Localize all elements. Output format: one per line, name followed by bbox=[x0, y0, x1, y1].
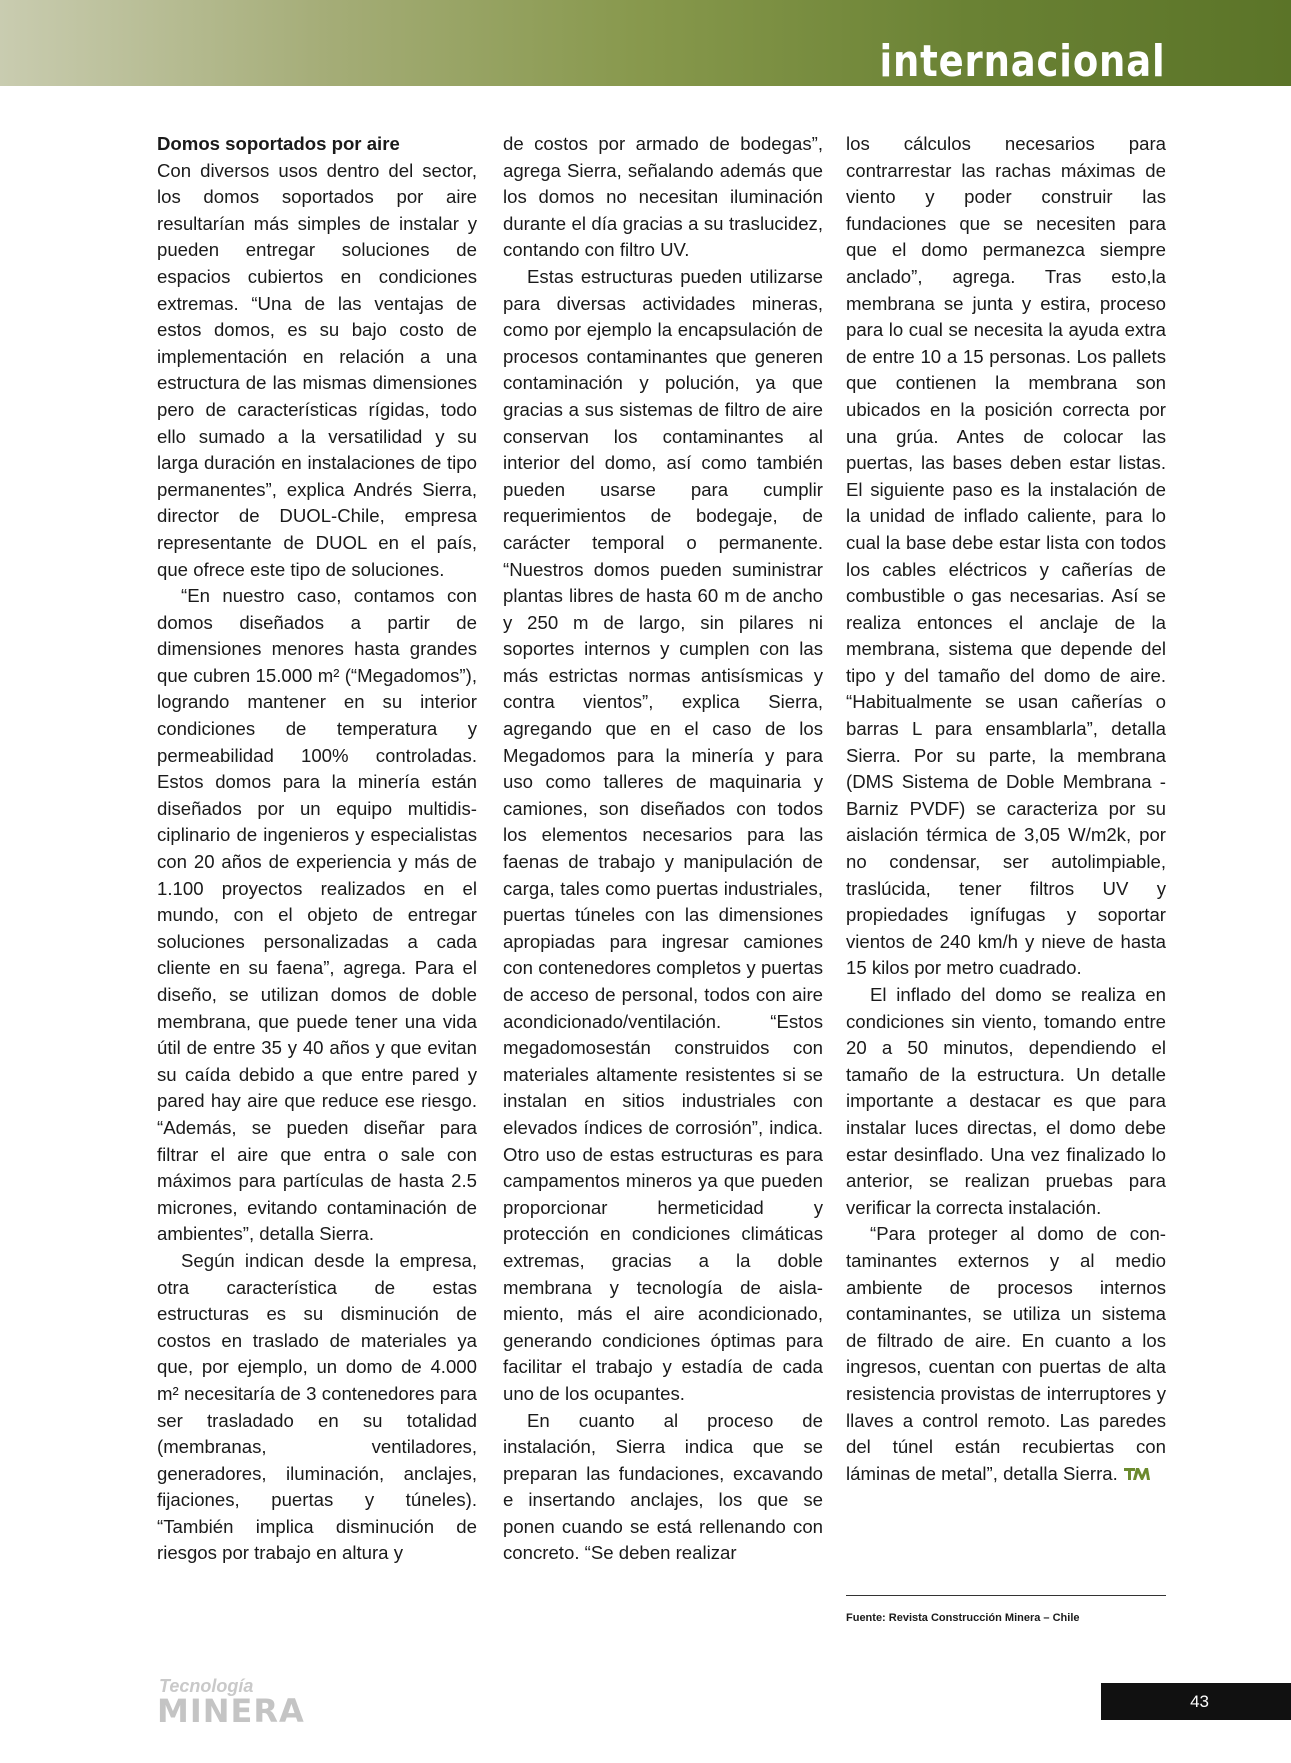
tecnologia-minera-logo bbox=[157, 1674, 327, 1728]
paragraph: Según indican desde la empresa, otra característica de estas estructuras es su disminución de costos en traslado de materiales ya que, por ejemplo, un domo de 4.000 m² necesitaría de 3 contenedores para ser trasladado en su totalidad (membranas, ventiladores, generadores, iluminación, anclajes, fijaciones, puertas y túneles). “También implica disminución de riesgos por trabajo en altura y bbox=[157, 1249, 477, 1564]
paragraph: de costos por armado de bodegas”, agrega Sierra, señalando además que los domos no necesitan iluminación durante el día gracias a su traslucidez, contando con filtro UV. bbox=[503, 133, 823, 261]
paragraph-text: Con diversos usos dentro del sector, los domos soportados por aire resultarían más simples de instalar y pueden entregar soluciones de espacios cubiertos en condiciones extremas. “Una de las ventajas de estos domos, es su bajo costo de implementación en relación a una estructura de las mismas dimensiones pero de características rígidas, todo ello sumado a la versatilidad y su larga duración en instalaciones de tipo permanentes”, explica Andrés Sierra, director de DUOL-Chile, empresa representante de DUOL en el país, que ofrece este tipo de soluciones. bbox=[157, 159, 477, 580]
article-column-2 bbox=[503, 131, 823, 1567]
logo-line-2: MINERA bbox=[157, 1692, 305, 1728]
tm-end-mark-icon bbox=[1124, 1465, 1150, 1481]
paragraph: El inflado del domo se realiza en condiciones sin viento, tomando entre 20 a 50 minutos, dependiendo el tamaño de la estructura. Un detalle importante a destacar es que para instalar luces directas, el domo debe estar desinflado. Una vez finalizado lo anterior, se realizan pruebas para verificar la correcta instalación. bbox=[846, 984, 1166, 1218]
section-title: internacional bbox=[878, 36, 1165, 87]
paragraph-text: “Para proteger al domo de contaminantes externos y al medio ambiente de procesos internos contaminantes, se utiliza un sistema de filtrado de aire. En cuanto a los ingresos, cuentan con puertas de alta resistencia provistas de interruptores y llaves a control remoto. Las paredes del túnel están recubiertas con láminas de metal”, detalla Sierra. bbox=[846, 1223, 1166, 1484]
article-column-3 bbox=[846, 131, 1166, 1487]
paragraph: En cuanto al proceso de instalación, Sierra indica que se preparan las fundaciones, excavando e insertando anclajes, los que se ponen cuando se está rellenando con concreto. “Se deben realizar bbox=[503, 1409, 823, 1564]
source-credit: Fuente: Revista Construcción Minera – Chile bbox=[846, 1612, 1080, 1624]
paragraph bbox=[157, 131, 477, 583]
logo-line-1: Tecnología bbox=[159, 1676, 254, 1696]
paragraph bbox=[846, 1221, 1166, 1487]
page-number: 43 bbox=[1190, 1692, 1209, 1711]
paragraph: “En nuestro caso, contamos con domos diseñados a partir de dimensiones menores hasta grandes que cubren 15.000 m² (“Megadomos”), logrando mantener en su interior condiciones de temperatura y permeabilidad 100% controladas. Estos domos para la minería están diseñados por un equipo multidisciplinario de ingenieros y especialistas con 20 años de experiencia y más de 1.100 proyectos realizados en el mundo, con el objeto de entregar soluciones personalizadas a cada cliente en su faena”, agrega. Para el diseño, se utilizan domos de doble membrana, que puede tener una vida útil de entre 35 y 40 años y que evitan su caída debido a que entre pared y pared hay aire que reduce ese riesgo. “Además, se pueden diseñar para filtrar el aire que entra o sale con máximos para partículas de hasta 2.5 micrones, evitando contaminación de ambientes”, detalla Sierra. bbox=[157, 585, 477, 1245]
source-divider bbox=[846, 1595, 1166, 1596]
paragraph: los cálculos necesarios para contrarrestar las rachas máximas de viento y poder construir las fundaciones que se necesiten para que el domo permanezca siempre anclado”, agrega. Tras esto,la membrana se junta y estira, proceso para lo cual se necesita la ayuda extra de entre 10 a 15 personas. Los pallets que contienen la membrana son ubicados en la posición correcta por una grúa. Antes de colocar las puertas, las bases deben estar listas. El siguiente paso es la instalación de la unidad de inflado caliente, para lo cual la base debe estar lista con todos los cables eléctricos y cañerías de combustible o gas necesarias. Así se realiza entonces el anclaje de la membrana, sistema que depende del tipo y del tamaño del domo de aire. “Habitualmente se usan cañerías o barras L para ensamblarla”, detalla Sierra. Por su parte, la membrana (DMS Sistema de Doble Membrana - Barniz PVDF) se caracteriza por su aislación térmica de 3,05 W/m2k, por no condensar, ser autolimpiable, traslúcida, tener filtros UV y propiedades ignífugas y soportar vientos de 240 km/h y nieve de hasta 15 kilos por metro cuadrado. bbox=[846, 133, 1166, 979]
article-column-1 bbox=[157, 131, 477, 1567]
paragraph: Estas estructuras pueden utilizarse para diversas actividades mineras, como por ejemplo la encapsulación de procesos contaminantes que generen contaminación y polución, ya que gracias a sus sistemas de filtro de aire conservan los contaminantes al interior del domo, así como también pueden usarse para cumplir requerimientos de bodegaje, de carácter temporal o permanente. “Nuestros domos pueden suministrar plantas libres de hasta 60 m de ancho y 250 m de largo, sin pilares ni soportes internos y cumplen con las más estrictas normas antisísmicas y contra vientos”, explica Sierra, agregando que en el caso de los Megadomos para la minería y para uso como talleres de maquinaria y camiones, son diseñados con todos los elementos necesarios para las faenas de trabajo y manipulación de carga, tales como puertas industriales, puertas túneles con las dimensiones apropiadas para ingresar camiones con contenedores completos y puertas de acceso de personal, todos con aire acondicionado/ventilación. “Estos megadomosestán construidos con materiales altamente resistentes si se instalan en sitios industriales con elevados índices de corrosión”, indica. Otro uso de estas estructuras es para campamentos mineros ya que pueden proporcionar hermeticidad y protección en condiciones climáticas extremas, gracias a la doble membrana y tecnología de aislamiento, más el aire acondicionado, generando condiciones óptimas para facilitar el trabajo y estadía de cada uno de los ocupantes. bbox=[503, 265, 823, 1404]
article-subheading: Domos soportados por aire bbox=[157, 133, 400, 154]
